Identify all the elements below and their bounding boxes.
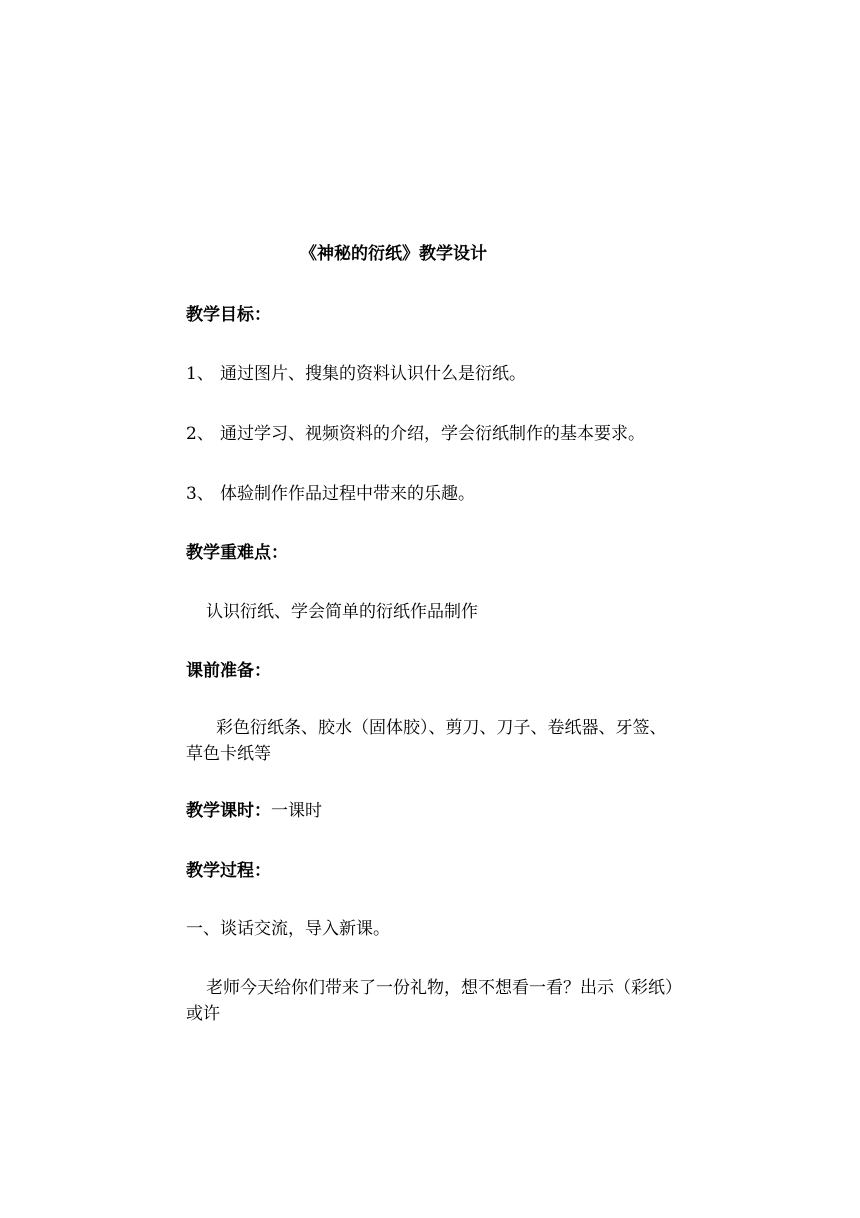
process-heading: 教学过程： (186, 861, 271, 881)
objective-text: 通过图片、搜集的资料认识什么是衍纸。 (220, 364, 526, 384)
preparation-heading: 课前准备： (186, 661, 271, 681)
objective-item-1 (186, 364, 686, 384)
objective-number: 3、 (186, 484, 214, 504)
document-title: 《神秘的衍纸》教学设计 (300, 244, 487, 264)
key-points-text: 认识衍纸、学会简单的衍纸作品制作 (206, 602, 478, 622)
objective-item-2 (186, 424, 686, 444)
key-points-heading: 教学重难点： (186, 543, 288, 563)
duration-line (186, 801, 686, 821)
objective-item-3 (186, 484, 686, 504)
objective-number: 2、 (186, 424, 214, 444)
preparation-text: 彩色衍纸条、胶水（固体胶）、剪刀、刀子、卷纸器、牙签、草色卡纸等 (186, 718, 667, 764)
objective-text: 通过学习、视频资料的介绍，学会衍纸制作的基本要求。 (220, 424, 645, 444)
duration-value: 一课时 (271, 801, 322, 821)
step1-text: 老师今天给你们带来了一份礼物，想不想看一看？出示（彩纸）或许 (186, 978, 682, 1024)
objectives-heading: 教学目标： (186, 305, 271, 325)
step1-heading: 一、谈话交流，导入新课。 (186, 919, 390, 939)
duration-label: 教学课时： (186, 801, 271, 821)
objective-text: 体验制作作品过程中带来的乐趣。 (220, 484, 475, 504)
objective-number: 1、 (186, 364, 214, 384)
